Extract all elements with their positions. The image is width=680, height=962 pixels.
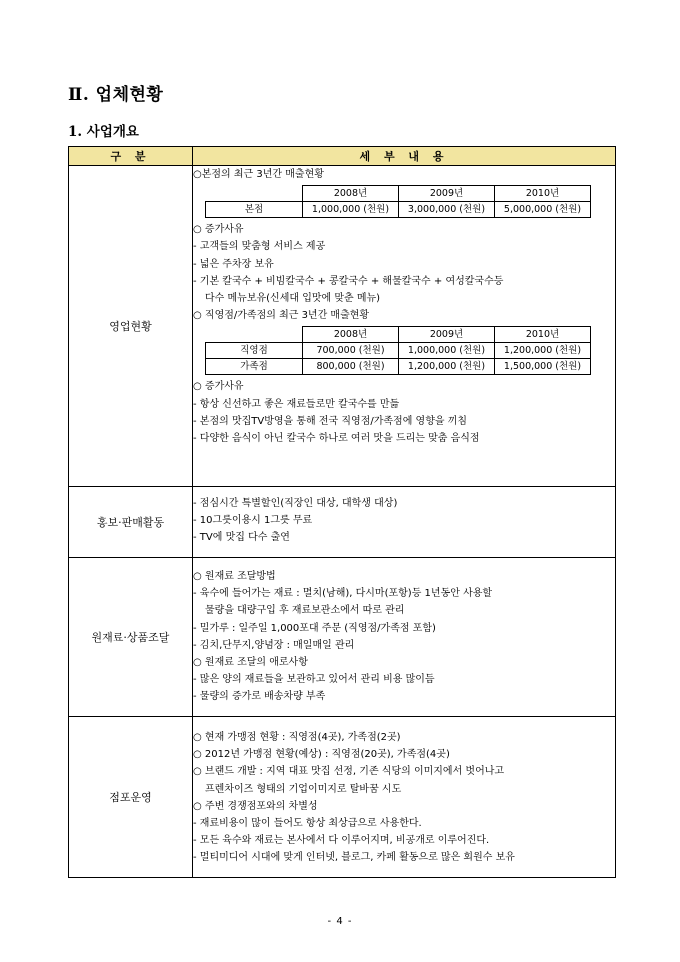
sales-value: 1,500,000 (천원) bbox=[495, 359, 591, 375]
sales-value: 5,000,000 (천원) bbox=[495, 202, 591, 218]
row-content-stores bbox=[193, 717, 616, 878]
list-item: ○ 원재료 조달방법 bbox=[193, 571, 276, 582]
list-item: - TV에 맛집 다수 출연 bbox=[193, 532, 290, 544]
row-category-promo: 홍보·판매활동 bbox=[69, 487, 193, 558]
year-header: 2008년 bbox=[303, 186, 399, 202]
list-item: - 항상 신선하고 좋은 재료들로만 칼국수를 만듦 bbox=[193, 398, 400, 410]
sales-value: 1,200,000 (천원) bbox=[495, 343, 591, 359]
list-item: - 기본 칼국수 + 비빔칼국수 + 콩칼국수 + 해물칼국수 + 여성칼국수등 bbox=[193, 275, 504, 287]
list-item: - 많은 양의 재료들을 보관하고 있어서 관리 비용 많이듬 bbox=[193, 674, 435, 686]
table-row bbox=[206, 202, 591, 218]
row-category-sales: 영업현황 bbox=[69, 166, 193, 487]
list-item: - 모든 육수와 재료는 본사에서 다 이루어지며, 비공개로 이루어진다. bbox=[193, 835, 490, 847]
business-overview-table bbox=[68, 146, 616, 878]
table-row bbox=[206, 359, 591, 375]
year-header: 2009년 bbox=[399, 327, 495, 343]
row-content-promo bbox=[193, 487, 616, 558]
sales-value: 1,200,000 (천원) bbox=[399, 359, 495, 375]
list-item: ○ 증가사유 bbox=[193, 224, 244, 236]
row-content-materials bbox=[193, 558, 616, 717]
page-number: - 4 - bbox=[327, 916, 353, 927]
page-heading: Ⅱ. 업체현황 bbox=[68, 85, 164, 105]
list-item: - 고객들의 맞춤형 서비스 제공 bbox=[193, 241, 326, 253]
list-item: - 육수에 들어가는 재료 : 멸치(남해), 다시마(포항)등 1년동안 사용할 bbox=[193, 588, 493, 600]
table-row bbox=[69, 166, 616, 487]
sales-value: 800,000 (천원) bbox=[303, 359, 399, 375]
sales-value: 3,000,000 (천원) bbox=[399, 202, 495, 218]
list-item: ○ 브랜드 개발 : 지역 대표 맛집 선정, 기존 식당의 이미지에서 벗어나고 bbox=[193, 766, 505, 778]
sales-value: 1,000,000 (천원) bbox=[303, 202, 399, 218]
table-row bbox=[69, 487, 616, 558]
list-item: - 멀티미디어 시대에 맞게 인터넷, 블로그, 카페 활동으로 많은 회원수 보유 bbox=[193, 852, 515, 864]
list-item: - 물량의 증가로 배송차량 부족 bbox=[193, 691, 326, 703]
list-item: - 10그릇이용시 1그릇 무료 bbox=[193, 515, 313, 527]
year-header: 2010년 bbox=[495, 186, 591, 202]
section-title: 1. 사업개요 bbox=[68, 124, 139, 140]
sales-table-head-office bbox=[205, 185, 591, 218]
list-item: - 다양한 음식이 아닌 칼국수 하나로 여러 맛을 드리는 맞춤 음식점 bbox=[193, 432, 480, 444]
row-content-sales bbox=[193, 166, 616, 487]
year-header: 2009년 bbox=[399, 186, 495, 202]
row-category-stores: 점포운영 bbox=[69, 717, 193, 878]
sales-value: 700,000 (천원) bbox=[303, 343, 399, 359]
list-item: - 넓은 주차장 보유 bbox=[193, 258, 274, 270]
sales-value: 1,000,000 (천원) bbox=[399, 343, 495, 359]
list-item: ○ 현재 가맹점 현황 : 직영점(4곳), 가족점(2곳) bbox=[193, 732, 401, 743]
row-label: 본점 bbox=[206, 202, 303, 218]
year-header: 2008년 bbox=[303, 327, 399, 343]
empty-cell bbox=[206, 327, 303, 343]
list-item: ○ 원재료 조달의 애로사항 bbox=[193, 656, 308, 668]
list-item: ○본점의 최근 3년간 매출현황 bbox=[193, 169, 324, 180]
table-row bbox=[206, 343, 591, 359]
list-item: - 점심시간 특별할인(직장인 대상, 대학생 대상) bbox=[193, 498, 398, 509]
list-item: ○ 주변 경쟁점포와의 차별성 bbox=[193, 800, 318, 812]
row-label: 직영점 bbox=[206, 343, 303, 359]
header-details: 세 부 내 용 bbox=[193, 147, 616, 166]
list-item: ○ 직영점/가족점의 최근 3년간 매출현황 bbox=[193, 310, 370, 322]
table-header-row bbox=[69, 147, 616, 166]
list-item: - 김치,단무지,양념장 : 매일매일 관리 bbox=[193, 639, 355, 651]
table-row bbox=[69, 558, 616, 717]
year-header: 2010년 bbox=[495, 327, 591, 343]
list-item: 다수 메뉴보유(신세대 입맛에 맞춘 메뉴) bbox=[205, 292, 381, 304]
list-item: ○ 증가사유 bbox=[193, 381, 244, 393]
row-category-materials: 원재료·상품조달 bbox=[69, 558, 193, 717]
list-item: - 재료비용이 많이 들어도 항상 최상급으로 사용한다. bbox=[193, 817, 422, 829]
list-item: 물량을 대량구입 후 재료보관소에서 따로 관리 bbox=[205, 605, 405, 617]
header-category: 구 분 bbox=[69, 147, 193, 166]
table-row bbox=[69, 717, 616, 878]
sales-table-branches bbox=[205, 326, 591, 375]
list-item: - 본점의 맛집TV방영을 통해 전국 직영점/가족점에 영향을 끼침 bbox=[193, 415, 468, 427]
list-item: ○ 2012년 가맹점 현황(예상) : 직영점(20곳), 가족점(4곳) bbox=[193, 749, 450, 761]
list-item: 프렌차이즈 형태의 기업이미지로 탈바꿈 시도 bbox=[205, 783, 402, 795]
row-label: 가족점 bbox=[206, 359, 303, 375]
list-item: - 밀가루 : 일주일 1,000포대 주문 (직영점/가족점 포함) bbox=[193, 622, 436, 634]
empty-cell bbox=[206, 186, 303, 202]
